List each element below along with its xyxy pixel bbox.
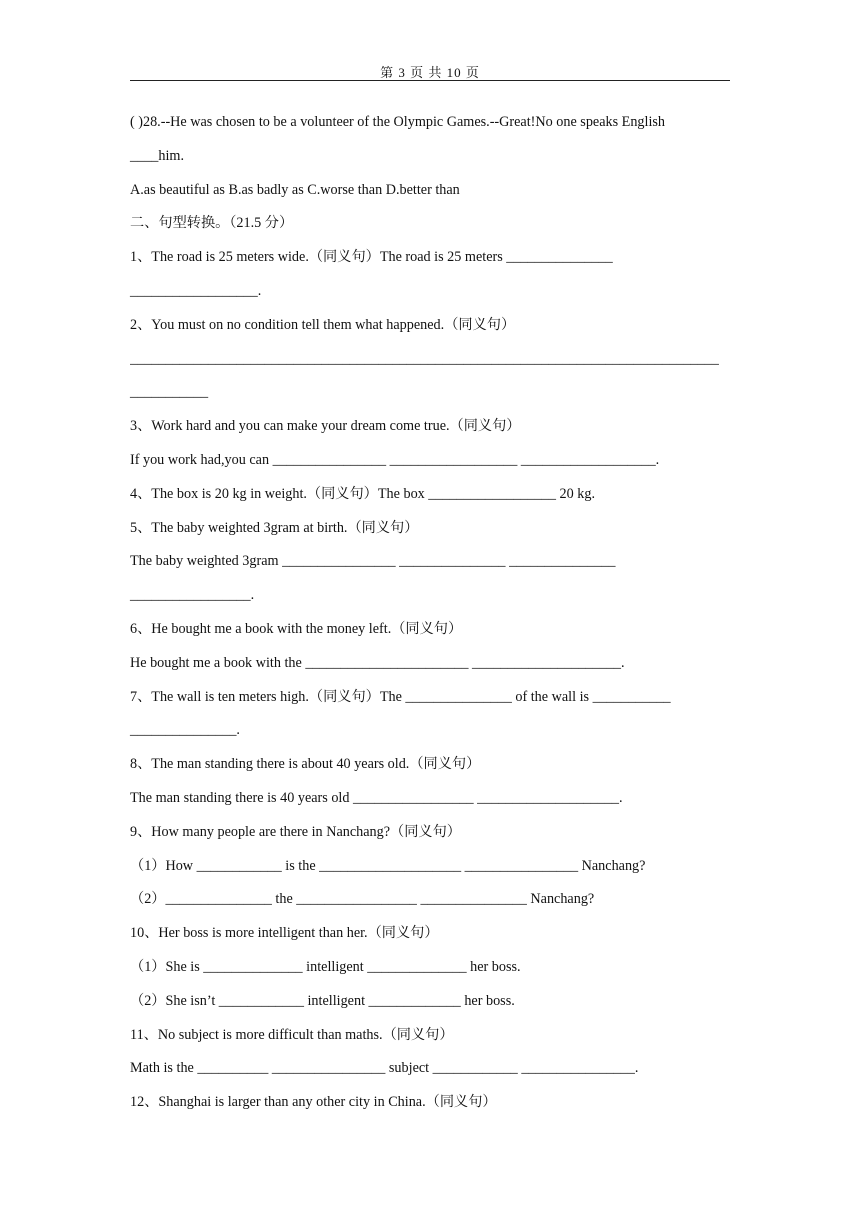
document-body [130,110,730,1124]
text-line: 7、The wall is ten meters high.（同义句）The _______________ of the wall is ___________ [130,688,671,705]
text-line: _______________. [130,722,240,739]
section-heading: 二、句型转换。（21.5 分） [130,215,294,232]
text-line: ___________________________________________________________________________________ [130,350,719,367]
text-line: ___________ [130,384,209,401]
text-line: __________________. [130,282,262,299]
text-line: （2）_______________ the _________________ _______________ Nanchang? [130,891,595,908]
text-line: Math is the __________ ________________ subject ____________ ________________. [130,1060,639,1077]
text-line: 4、The box is 20 kg in weight.（同义句）The box __________________ 20 kg. [130,485,596,502]
text-line: 3、Work hard and you can make your dream come true.（同义句） [130,418,521,435]
text-line: 5、The baby weighted 3gram at birth.（同义句） [130,519,419,536]
text-line: If you work had,you can ________________ __________________ ___________________. [130,451,660,468]
text-line: 6、He bought me a book with the money left.（同义句） [130,620,463,637]
text-line: （1）How ____________ is the ____________________ ________________ Nanchang? [130,857,646,874]
text-line: 10、Her boss is more intelligent than her.（同义句） [130,925,439,942]
text-line: ____him. [130,147,184,164]
text-line: 9、How many people are there in Nanchang?（同义句） [130,823,461,840]
text-line: The man standing there is 40 years old _________________ ____________________. [130,789,623,806]
text-line: A.as beautiful as B.as badly as C.worse than D.better than [130,181,460,198]
text-line: （1）She is ______________ intelligent ______________ her boss. [130,958,521,975]
text-line: 2、You must on no condition tell them what happened.（同义句） [130,316,516,333]
text-line: _________________. [130,587,255,604]
text-line: 12、Shanghai is larger than any other city in China.（同义句） [130,1094,497,1111]
text-line: ( )28.--He was chosen to be a volunteer of the Olympic Games.--Great!No one speaks English [130,114,666,130]
text-line: 11、No subject is more difficult than maths.（同义句） [130,1026,454,1043]
header-rule [130,80,730,81]
text-line: （2）She isn’t ____________ intelligent _____________ her boss. [130,992,515,1009]
text-line: 1、The road is 25 meters wide.（同义句）The road is 25 meters _______________ [130,249,613,266]
text-line: 8、The man standing there is about 40 years old.（同义句） [130,756,481,773]
text-line: He bought me a book with the _______________________ _____________________. [130,654,625,671]
text-line: The baby weighted 3gram ________________ _______________ _______________ [130,553,616,570]
page-header: 第 3 页 共 10 页 [380,65,480,80]
